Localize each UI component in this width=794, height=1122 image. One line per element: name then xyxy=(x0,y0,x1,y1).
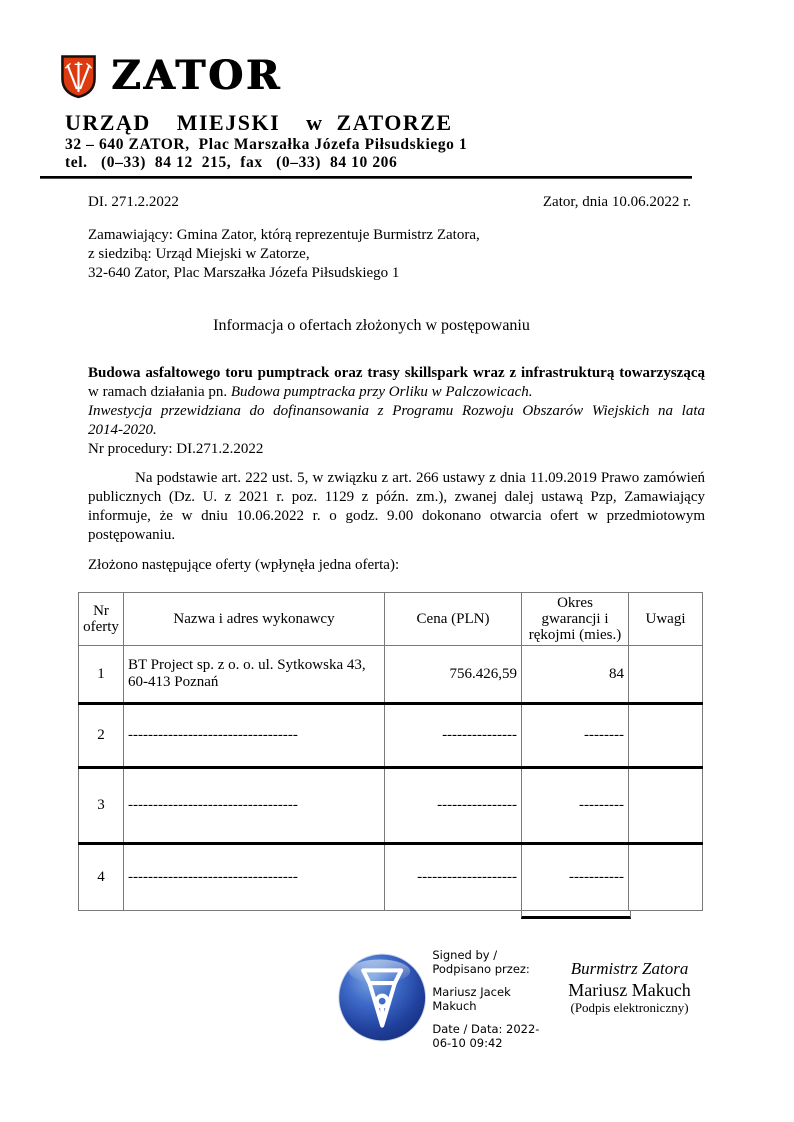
legal-paragraph xyxy=(88,469,705,545)
place-and-date: Zator, dnia 10.06.2022 r. xyxy=(542,194,691,210)
subject-block xyxy=(88,364,705,459)
offer-contractor-line-1: BT Project sp. z o. o. ul. Sytkowska 43, xyxy=(128,657,366,673)
offer-warranty: --------- xyxy=(522,768,629,844)
subject-action-prefix: w ramach działania pn. xyxy=(88,384,231,400)
offer-warranty: 84 xyxy=(522,646,629,704)
offer-price: -------------------- xyxy=(385,844,522,911)
official-title: Burmistrz Zatora xyxy=(570,959,689,978)
official-name: Mariusz Makuch xyxy=(568,979,691,1000)
table-row xyxy=(79,768,703,844)
legal-paragraph-line-3: informuje, że w dniu 10.06.2022 r. o godz. 9.00 dokonano otwarcia ofert w przedmiotowym xyxy=(88,508,705,524)
stamp-signed-by-line-1: Signed by / xyxy=(432,948,498,962)
offer-contractor-line-2: 60-413 Poznań xyxy=(128,674,219,690)
offer-contractor: ---------------------------------- xyxy=(124,844,385,911)
logo-row xyxy=(60,54,794,102)
subject-bold-line: Budowa asfaltowego toru pumptrack oraz trasy skillspark wraz z infrastrukturą towarzyszącą xyxy=(88,365,705,381)
org-name: URZĄD MIEJSKI w ZATORZE xyxy=(65,110,453,135)
col-header-okres: Okres gwarancji i rękojmi (mies.) xyxy=(522,593,629,646)
org-phone-fax: tel. (0–33) 84 12 215, fax (0–33) 84 10 206 xyxy=(65,154,398,171)
offer-number: 3 xyxy=(79,768,124,844)
table-header-row xyxy=(79,593,703,646)
offer-contractor: ---------------------------------- xyxy=(124,704,385,768)
offer-price: 756.426,59 xyxy=(385,646,522,704)
official-signature xyxy=(554,949,705,1016)
offers-table-wrapper xyxy=(78,592,702,911)
offers-intro: Złożono następujące oferty (wpłynęła jedna oferta): xyxy=(88,557,400,573)
table-row xyxy=(79,646,703,704)
stamp-signer-name-line-1: Mariusz Jacek xyxy=(432,985,511,999)
stamp-signed-by-line-2: Podpisano przez: xyxy=(432,961,530,976)
reference-number: DI. 271.2.2022 xyxy=(88,194,179,210)
stamp-text xyxy=(432,949,546,1050)
stamp-signer-name-line-2: Makuch xyxy=(432,998,477,1013)
subject-funding-line-2: 2014-2020. xyxy=(88,422,157,438)
table-row xyxy=(79,844,703,911)
ordering-party-line-3: 32-640 Zator, Plac Marszałka Józefa Piłsudskiego 1 xyxy=(88,265,400,281)
offer-warranty: ----------- xyxy=(522,844,629,911)
subject-funding-line-1: Inwestycja przewidziana do dofinansowania z Programu Rozwoju Obszarów Wiejskich na lata xyxy=(88,403,705,419)
legal-paragraph-line-1: Na podstawie art. 222 ust. 5, w związku z art. 266 ustawy z dnia 11.09.2019 Prawo zamówień xyxy=(135,470,705,486)
electronic-signature-stamp-icon xyxy=(337,949,427,1046)
official-signature-note: (Podpis elektroniczny) xyxy=(570,1000,689,1016)
table-row xyxy=(79,704,703,768)
stamp-signer-name xyxy=(432,986,546,1013)
letter-body xyxy=(83,194,705,1050)
header-divider xyxy=(40,176,692,179)
ordering-party-block xyxy=(88,226,705,283)
stamp-date-line-2: 06-10 09:42 xyxy=(432,1035,503,1050)
col-header-nr: Nr oferty xyxy=(79,593,124,646)
offer-contractor: ---------------------------------- xyxy=(124,768,385,844)
offer-price: ---------------- xyxy=(385,768,522,844)
signature-block xyxy=(337,949,705,1050)
document-title: Informacja o ofertach złożonych w postępowaniu xyxy=(213,317,530,334)
stamp-date-line-1: Date / Data: 2022- xyxy=(432,1022,540,1036)
offer-contractor xyxy=(124,646,385,704)
col-header-wykonawca: Nazwa i adres wykonawcy xyxy=(124,593,385,646)
ordering-party-line-2: z siedzibą: Urząd Miejski w Zatorze, xyxy=(88,246,310,262)
stamp-date xyxy=(432,1023,546,1050)
legal-paragraph-line-4: postępowaniu. xyxy=(88,527,176,543)
zator-coat-of-arms-icon xyxy=(60,54,97,99)
offers-table xyxy=(78,592,703,911)
offer-remarks xyxy=(629,768,703,844)
subject-action-line xyxy=(88,383,705,402)
offer-warranty: -------- xyxy=(522,704,629,768)
offer-remarks xyxy=(629,844,703,911)
logo-wordmark: ZATOR xyxy=(111,52,282,99)
offer-remarks xyxy=(629,704,703,768)
col-header-cena: Cena (PLN) xyxy=(385,593,522,646)
offer-number: 1 xyxy=(79,646,124,704)
offer-price: --------------- xyxy=(385,704,522,768)
legal-paragraph-line-2: publicznych (Dz. U. z 2021 r. poz. 1129 z późn. zm.), zwanej dalej ustawą Pzp, Zamawiający xyxy=(88,489,705,505)
procedure-number: Nr procedury: DI.271.2.2022 xyxy=(88,441,264,457)
col-header-uwagi: Uwagi xyxy=(629,593,703,646)
offer-remarks xyxy=(629,646,703,704)
table-border-artifact xyxy=(521,910,631,919)
offer-number: 4 xyxy=(79,844,124,911)
stamp-signed-by-label xyxy=(432,949,546,976)
ordering-party-line-1: Zamawiający: Gmina Zator, którą reprezentuje Burmistrz Zatora, xyxy=(88,227,480,243)
subject-action-italic: Budowa pumptracka przy Orliku w Palczowicach. xyxy=(230,384,533,400)
letterhead xyxy=(0,0,794,179)
org-address: 32 – 640 ZATOR, Plac Marszałka Józefa Piłsudskiego 1 xyxy=(65,136,468,153)
offer-number: 2 xyxy=(79,704,124,768)
reference-row xyxy=(88,194,705,211)
